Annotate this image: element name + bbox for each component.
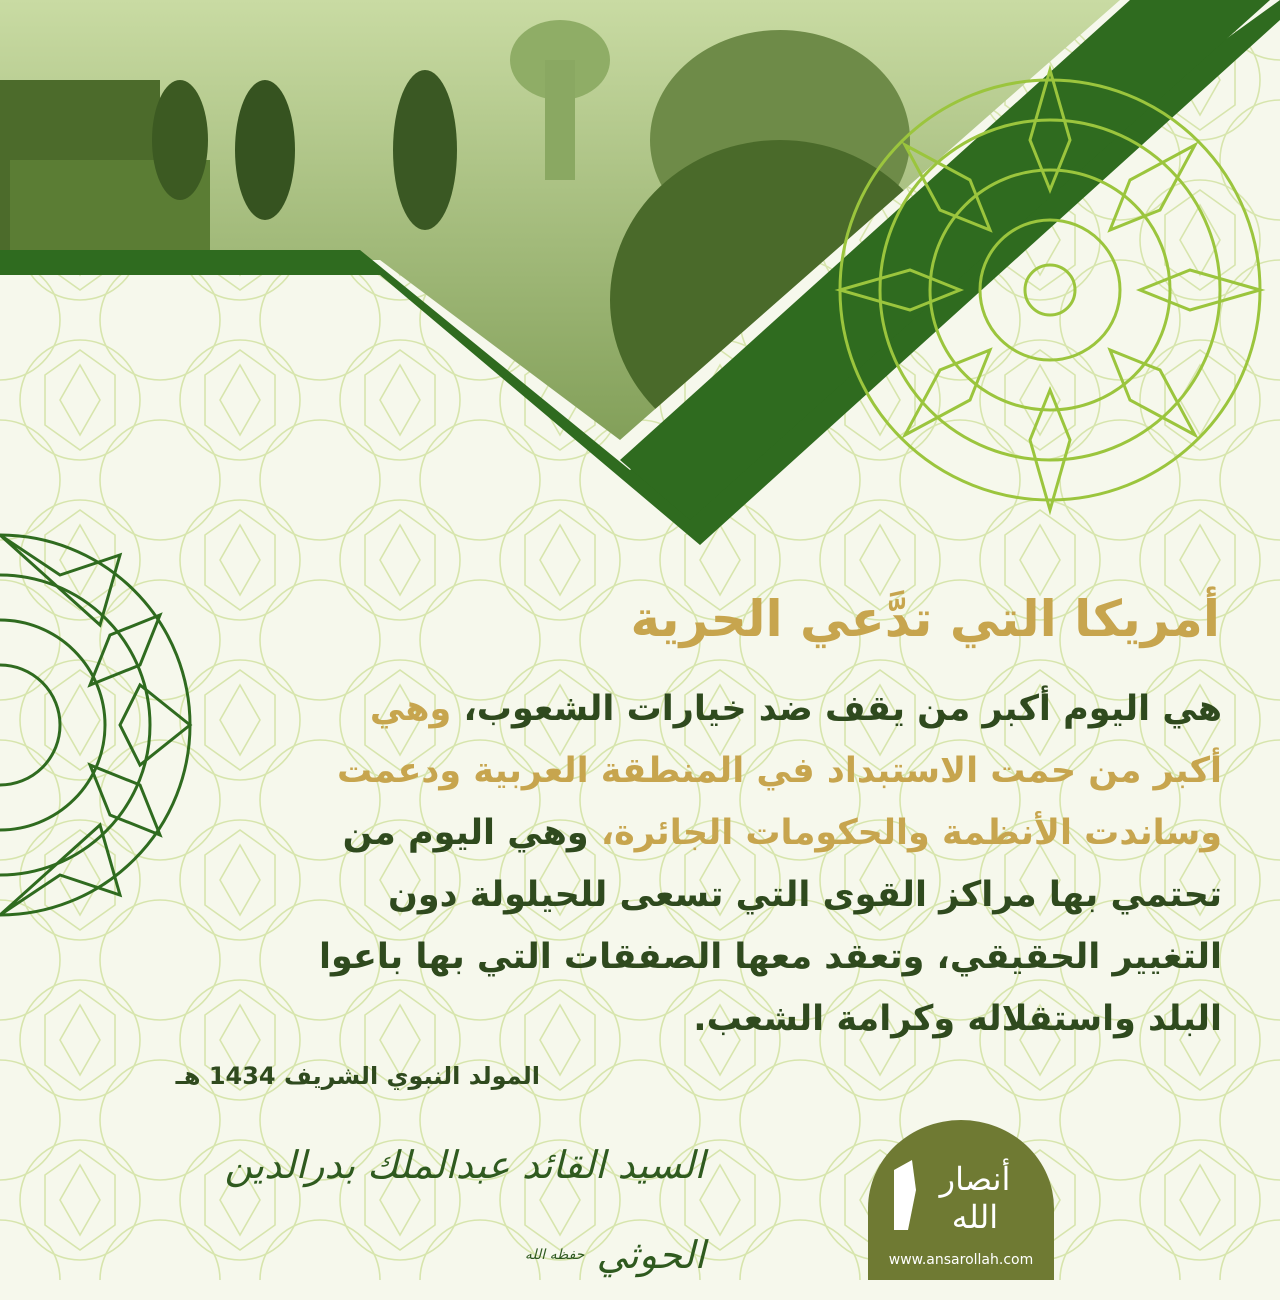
quote-text [222,678,1222,1050]
date-caption: المولد النبوي الشريف 1434 هـ [175,1062,540,1090]
logo-website: www.ansarollah.com [888,1252,1034,1268]
calligraphy-signature [105,1120,705,1277]
quote-line-1-main: هي اليوم أكبر من يقف ضد خيارات الشعوب، [451,689,1222,729]
signature-suffix: حفظه الله [524,1247,585,1263]
quote-line-1 [222,678,1222,740]
ornament-top-right [820,50,1280,530]
quote-line-3 [222,802,1222,864]
quote-line-3-main: وهي اليوم من [342,813,589,853]
quote-line-2: أكبر من حمت الاستبداد في المنطقة العربية ودعمت [336,751,1222,791]
signature-name: السيد القائد عبدالملك بدرالدين الحوثي [224,1143,705,1277]
quote-line-6: البلد واستقلاله وكرامة الشعب. [693,999,1222,1039]
quote-line-5: التغيير الحقيقي، وتعقد معها الصفقات التي بها باعوا [319,937,1222,977]
quote-line-3-highlight: وساندت الأنظمة والحكومات الجائرة، [588,813,1222,853]
headline: أمريكا التي تدَّعي الحرية [630,590,1220,648]
ornament-left [0,515,200,935]
quote-line-4: تحتمي بها مراكز القوى التي تسعى للحيلولة دون [387,875,1222,915]
logo-name: أنصار الله [939,1160,1011,1236]
ansarollah-logo [868,1120,1054,1280]
quote-line-1-highlight: وهي [369,689,452,729]
